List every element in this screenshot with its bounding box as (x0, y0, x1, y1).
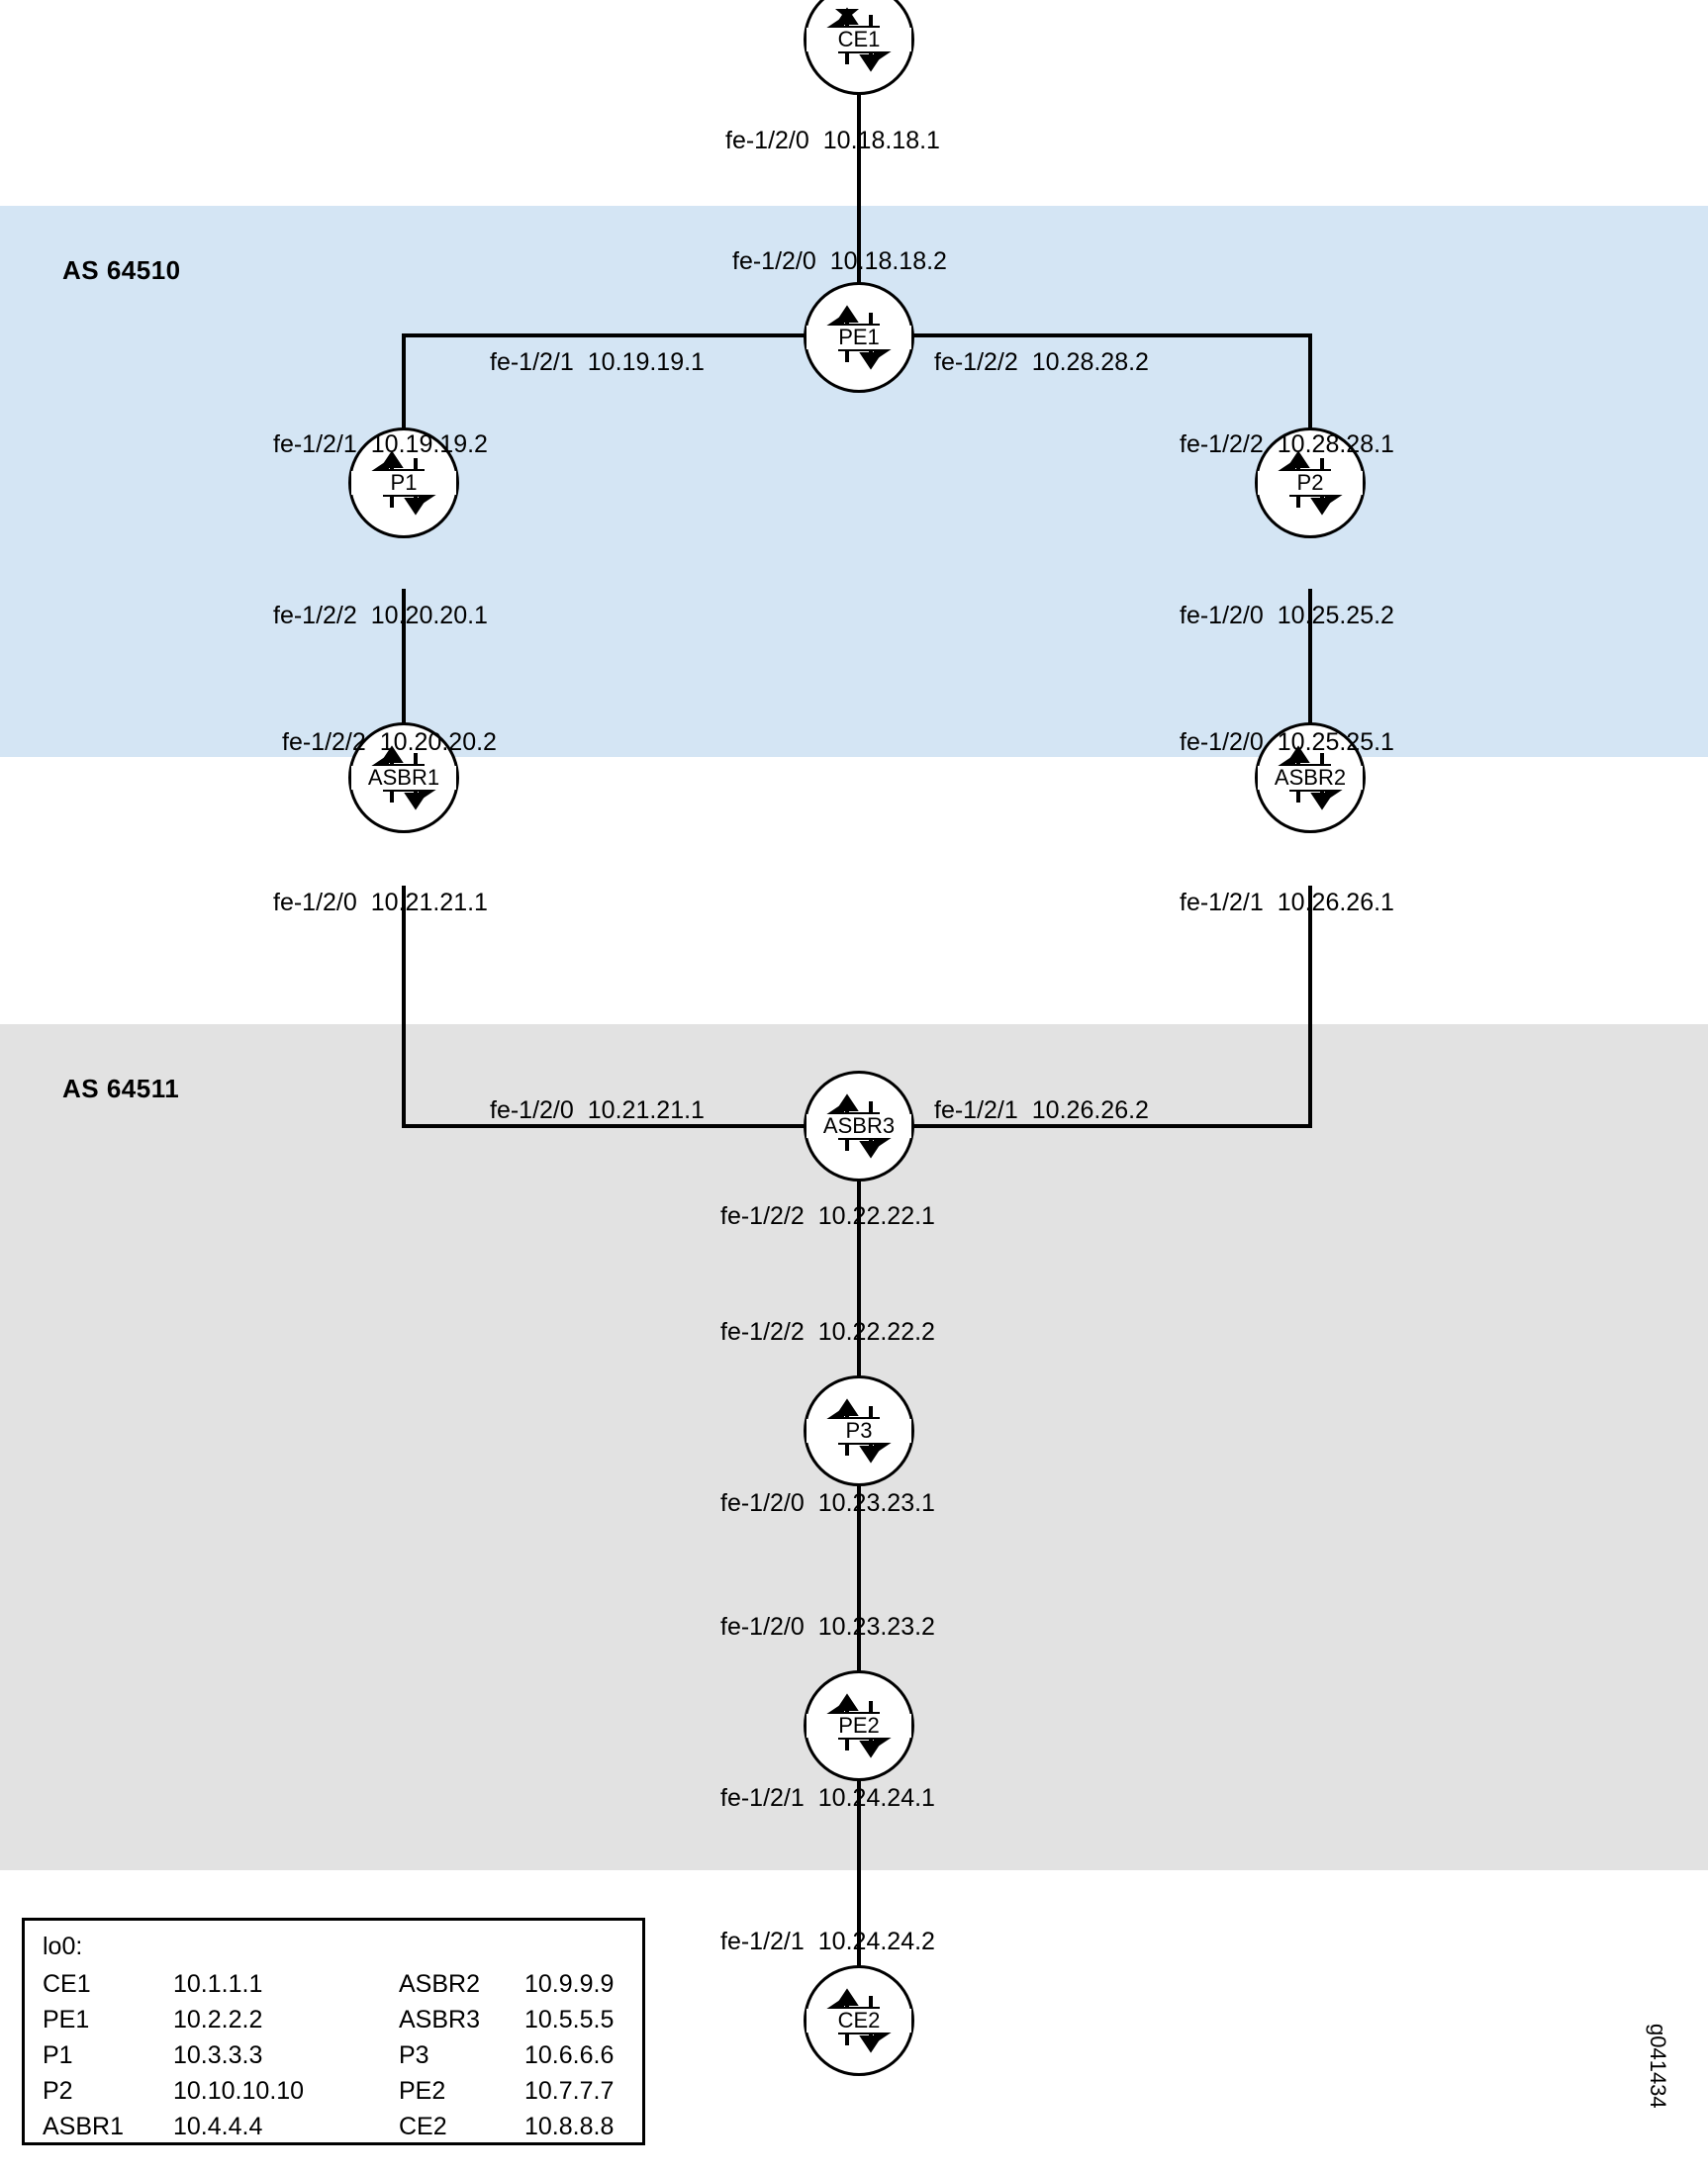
router-ce2[interactable] (804, 1965, 914, 2076)
interface-address: 10.23.23.2 (817, 1613, 935, 1641)
router-asbr3[interactable] (804, 1071, 914, 1182)
link-pe1-p2-horizontal (857, 333, 1312, 337)
legend-row-name: P3 (399, 2041, 429, 2069)
interface-name: fe-1/2/0 (725, 127, 809, 154)
interface-address: 10.21.21.1 (370, 889, 488, 916)
interface-name: fe-1/2/2 (720, 1202, 805, 1230)
interface-address: 10.20.20.1 (370, 602, 488, 629)
link-asbr1-asbr3-vertical (402, 886, 406, 1128)
interface-label-asbr3-right (934, 1096, 1149, 1125)
interface-label-p1-down (273, 602, 488, 630)
interface-label-ce1-down (725, 127, 940, 155)
router-label-p1: P1 (351, 471, 456, 495)
link-pe1-p1-horizontal (402, 333, 857, 337)
interface-name: fe-1/2/2 (1180, 430, 1264, 458)
legend-row-address: 10.6.6.6 (524, 2041, 615, 2069)
interface-name: fe-1/2/1 (273, 430, 357, 458)
interface-label-asbr2-down (1180, 889, 1394, 917)
interface-address: 10.24.24.1 (817, 1784, 935, 1812)
interface-address: 10.25.25.2 (1277, 602, 1394, 629)
interface-label-pe1-right (934, 348, 1149, 377)
interface-address: 10.26.26.2 (1031, 1096, 1149, 1124)
interface-label-asbr2-up (1180, 728, 1394, 757)
interface-name: fe-1/2/2 (273, 602, 357, 629)
zone-label-as-64511: AS 64511 (62, 1074, 180, 1103)
router-pe1[interactable] (804, 282, 914, 393)
interface-address: 10.25.25.1 (1277, 728, 1394, 756)
zone-label-as-64510: AS 64510 (62, 255, 181, 285)
router-ce1[interactable] (804, 0, 914, 95)
interface-name: fe-1/2/1 (1180, 889, 1264, 916)
legend-row-address: 10.1.1.1 (173, 1970, 263, 1998)
router-label-asbr3: ASBR3 (807, 1114, 911, 1138)
interface-name: fe-1/2/0 (1180, 602, 1264, 629)
router-pe2[interactable] (804, 1670, 914, 1781)
interface-address: 10.19.19.2 (370, 430, 488, 458)
legend-row-address: 10.9.9.9 (524, 1970, 615, 1998)
interface-label-asbr1-down (273, 889, 488, 917)
router-label-pe2: PE2 (807, 1714, 911, 1738)
router-label-asbr2: ASBR2 (1258, 766, 1363, 790)
interface-address: 10.20.20.2 (379, 728, 497, 756)
interface-label-asbr3-down (720, 1202, 935, 1231)
interface-name: fe-1/2/1 (934, 1096, 1018, 1124)
interface-label-p3-down (720, 1489, 935, 1518)
router-label-pe1: PE1 (807, 326, 911, 349)
router-p3[interactable] (804, 1375, 914, 1486)
interface-label-p2-down (1180, 602, 1394, 630)
legend-row-name: PE2 (399, 2077, 446, 2105)
interface-name: fe-1/2/0 (273, 889, 357, 916)
interface-name: fe-1/2/2 (720, 1318, 805, 1346)
legend-row-name: P1 (43, 2041, 73, 2069)
interface-name: fe-1/2/0 (720, 1489, 805, 1517)
legend-row-name: P2 (43, 2077, 73, 2105)
legend-row-address: 10.7.7.7 (524, 2077, 615, 2105)
router-label-p2: P2 (1258, 471, 1363, 495)
interface-address: 10.22.22.2 (817, 1318, 935, 1346)
interface-label-asbr3-left (490, 1096, 705, 1125)
interface-label-p1-up (273, 430, 488, 459)
legend-row-name: CE2 (399, 2113, 447, 2140)
legend-row-address: 10.5.5.5 (524, 2006, 615, 2033)
interface-name: fe-1/2/0 (720, 1613, 805, 1641)
legend-row-address: 10.8.8.8 (524, 2113, 615, 2140)
interface-name: fe-1/2/0 (1180, 728, 1264, 756)
interface-address: 10.26.26.1 (1277, 889, 1394, 916)
legend-row-address: 10.3.3.3 (173, 2041, 263, 2069)
interface-address: 10.28.28.2 (1031, 348, 1149, 376)
interface-address: 10.18.18.2 (829, 247, 947, 275)
interface-label-ce2-up (720, 1928, 935, 1956)
interface-name: fe-1/2/1 (720, 1784, 805, 1812)
legend-row-address: 10.10.10.10 (173, 2077, 305, 2105)
interface-label-pe2-down (720, 1784, 935, 1813)
interface-label-p3-up (720, 1318, 935, 1347)
interface-address: 10.21.21.1 (587, 1096, 705, 1124)
legend-row-name: CE1 (43, 1970, 91, 1998)
router-label-asbr1: ASBR1 (351, 766, 456, 790)
interface-address: 10.19.19.1 (587, 348, 705, 376)
legend-row-address: 10.2.2.2 (173, 2006, 263, 2033)
legend-row-address: 10.4.4.4 (173, 2113, 263, 2140)
interface-name: fe-1/2/2 (282, 728, 366, 756)
interface-name: fe-1/2/0 (732, 247, 816, 275)
interface-address: 10.24.24.2 (817, 1928, 935, 1955)
interface-name: fe-1/2/1 (720, 1928, 805, 1955)
loopback-legend (22, 1918, 645, 2145)
legend-row-name: ASBR3 (399, 2006, 480, 2033)
legend-row-name: ASBR1 (43, 2113, 124, 2140)
interface-name: fe-1/2/2 (934, 348, 1018, 376)
router-label-ce2: CE2 (807, 2009, 911, 2033)
legend-row-name: PE1 (43, 2006, 90, 2033)
legend-row-name: ASBR2 (399, 1970, 480, 1998)
interface-address: 10.18.18.1 (822, 127, 940, 154)
legend-title: lo0: (43, 1933, 83, 1960)
interface-label-pe1-up (732, 247, 947, 276)
router-label-p3: P3 (807, 1419, 911, 1443)
interface-label-pe2-up (720, 1613, 935, 1642)
interface-label-asbr1-up (282, 728, 497, 757)
interface-name: fe-1/2/0 (490, 1096, 574, 1124)
interface-address: 10.22.22.1 (817, 1202, 935, 1230)
interface-label-p2-up (1180, 430, 1394, 459)
interface-label-pe1-left (490, 348, 705, 377)
document-id: g041434 (1646, 2024, 1670, 2109)
router-label-ce1: CE1 (807, 28, 911, 51)
interface-address: 10.28.28.1 (1277, 430, 1394, 458)
interface-name: fe-1/2/1 (490, 348, 574, 376)
interface-address: 10.23.23.1 (817, 1489, 935, 1517)
link-asbr2-asbr3-vertical (1308, 886, 1312, 1128)
